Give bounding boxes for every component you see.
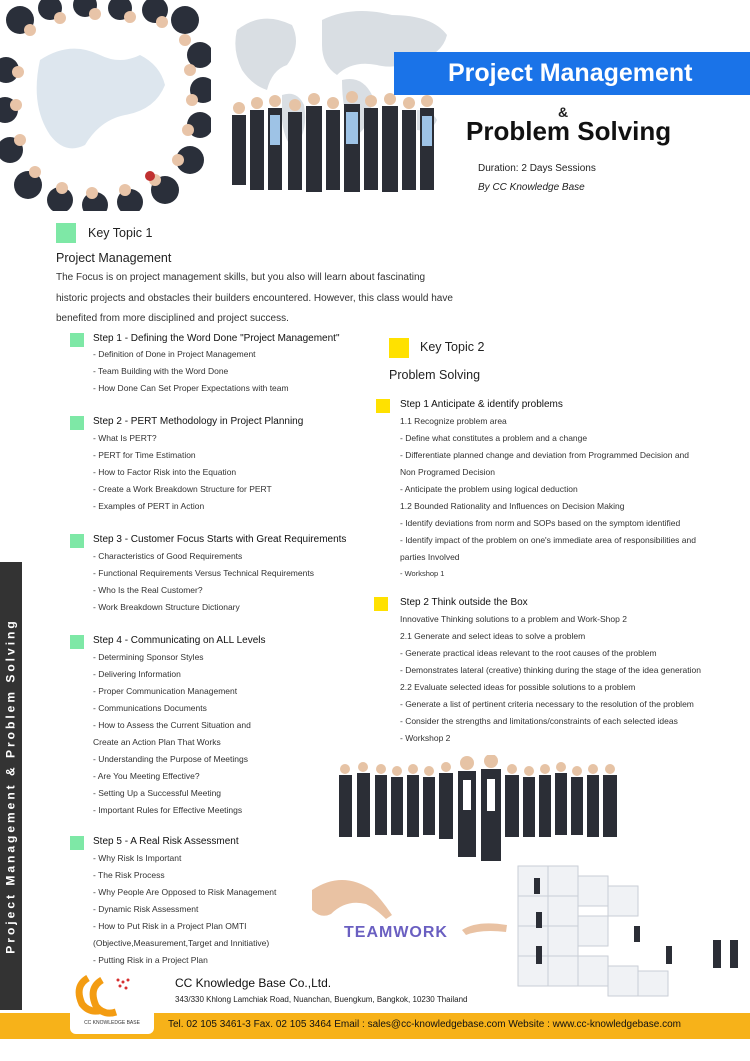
step-marker (374, 597, 388, 611)
topic1-heading: Project Management (56, 251, 172, 265)
teamwork-text: TEAMWORK (344, 924, 448, 941)
list-item: - Are You Meeting Effective? (93, 771, 200, 781)
step-marker (70, 416, 84, 430)
topic1-step5-title: Step 5 - A Real Risk Assessment (93, 836, 239, 847)
list-item: - Understanding the Purpose of Meetings (93, 754, 248, 764)
business-team-photo (333, 755, 628, 867)
list-item: - Team Building with the Word Done (93, 366, 229, 376)
intro-line: The Focus is on project management skills, but you also will learn about fascinating (56, 272, 426, 283)
hero-image-team-world-map (222, 0, 452, 200)
list-item: 1.1 Recognize problem area (400, 416, 507, 426)
list-item: - How to Put Risk in a Project Plan OMTI (93, 921, 247, 931)
list-item: - Dynamic Risk Assessment (93, 904, 199, 914)
duration-text: Duration: 2 Days Sessions (478, 163, 596, 174)
topic1-intro (56, 268, 476, 330)
contact-info: Tel. 02 105 3461-3 Fax. 02 105 3464 Email : sales@cc-knowledgebase.com Website : www.cc-knowledgebase.com (168, 1019, 682, 1030)
list-item: Innovative Thinking solutions to a problem and Work-Shop 2 (400, 614, 627, 624)
intro-line: benefited from more disciplined and project success. (56, 313, 289, 324)
puzzle-team-image (508, 856, 750, 1002)
step-marker (70, 534, 84, 548)
list-item: 2.2 Evaluate selected ideas for possible solutions to a problem (400, 682, 636, 692)
list-item: - Who Is the Real Customer? (93, 585, 203, 595)
title-ampersand: & (558, 104, 569, 120)
step-marker (70, 635, 84, 649)
topic1-step3-title: Step 3 - Customer Focus Starts with Great Requirements (93, 534, 347, 545)
list-item: - Determining Sponsor Styles (93, 652, 204, 662)
logo-text: CC KNOWLEDGE BASE (84, 1020, 140, 1026)
topic1-step3-items (93, 548, 314, 616)
topic1-label: Key Topic 1 (88, 226, 153, 240)
topic2-heading: Problem Solving (389, 368, 481, 382)
topic2-step2-items (400, 611, 701, 747)
list-item: - How to Factor Risk into the Equation (93, 467, 237, 477)
byline-text: By CC Knowledge Base (478, 182, 585, 193)
intro-line: historic projects and obstacles their builders encountered. However, this class would have (56, 292, 453, 304)
vertical-side-banner (0, 562, 22, 1010)
list-item: - Work Breakdown Structure Dictionary (93, 602, 240, 612)
list-item: - Differentiate planned change and deviation from Programmed Decision and (400, 450, 690, 460)
list-item: - PERT for Time Estimation (93, 450, 196, 460)
list-item: - Putting Risk in a Project Plan (93, 955, 208, 965)
topic1-step2-items (93, 430, 272, 515)
topic2-step1-title: Step 1 Anticipate & identify problems (400, 399, 563, 410)
topic1-step2-title: Step 2 - PERT Methodology in Project Planning (93, 416, 304, 427)
side-banner-text: Project Management & Problem Solving (4, 618, 19, 954)
list-item: - How to Assess the Current Situation and (93, 720, 251, 730)
topic2-label: Key Topic 2 (420, 340, 485, 354)
company-logo (70, 970, 154, 1034)
title-banner (394, 52, 750, 95)
list-item: - Definition of Done in Project Management (93, 349, 256, 359)
list-item: - How Done Can Set Proper Expectations with team (93, 383, 289, 393)
list-item: - Generate a list of pertinent criteria necessary to the resolution of the problem (400, 699, 694, 709)
list-item: - Workshop 1 (400, 569, 445, 578)
page-title-line2: Problem Solving (466, 116, 672, 146)
list-item: - Workshop 2 (400, 733, 451, 743)
hero-image-people-circle (0, 0, 211, 211)
list-item: - What Is PERT? (93, 433, 157, 443)
step-marker (376, 399, 390, 413)
page-title-line1: Project Management (448, 59, 693, 87)
list-item: - Characteristics of Good Requirements (93, 551, 243, 561)
list-item: - Identify impact of the problem on one's immediate area of responsibilities and (400, 535, 696, 545)
company-address: 343/330 Khlong Lamchiak Road, Nuanchan, Buengkum, Bangkok, 10230 Thailand (175, 995, 468, 1004)
list-item: (Objective,Measurement,Target and Innitiative) (93, 938, 270, 948)
list-item: parties Involved (400, 552, 460, 562)
list-item: - Functional Requirements Versus Technical Requirements (93, 568, 314, 578)
topic2-marker (389, 338, 409, 358)
list-item: - Setting Up a Successful Meeting (93, 788, 222, 798)
topic1-step1-items (93, 346, 289, 397)
teamwork-hands-image (312, 870, 507, 960)
list-item: - Delivering Information (93, 669, 181, 679)
step-marker (70, 333, 84, 347)
list-item: - Identify deviations from norm and SOPs based on the symptom identified (400, 518, 681, 528)
list-item: - Create a Work Breakdown Structure for PERT (93, 484, 272, 494)
topic2-step2-title: Step 2 Think outside the Box (400, 597, 528, 608)
list-item: - Communications Documents (93, 703, 207, 713)
topic1-step4-title: Step 4 - Communicating on ALL Levels (93, 635, 266, 646)
list-item: - Anticipate the problem using logical deduction (400, 484, 578, 494)
topic2-step1-items (400, 413, 696, 583)
company-name: CC Knowledge Base Co.,Ltd. (175, 976, 332, 990)
list-item: - Define what constitutes a problem and a change (400, 433, 588, 443)
list-item: - Proper Communication Management (93, 686, 238, 696)
topic1-marker (56, 223, 76, 243)
list-item: Non Programed Decision (400, 467, 495, 477)
step-marker (70, 836, 84, 850)
list-item: - Why Risk Is Important (93, 853, 182, 863)
list-item: - Generate practical ideas relevant to the root causes of the problem (400, 648, 657, 658)
topic1-step4-items (93, 649, 251, 819)
topic1-step5-items (93, 850, 276, 969)
list-item: Create an Action Plan That Works (93, 737, 221, 747)
list-item: - Why People Are Opposed to Risk Management (93, 887, 277, 897)
list-item: 1.2 Bounded Rationality and Influences on Decision Making (400, 501, 625, 511)
topic1-step1-title: Step 1 - Defining the Word Done "Project Management" (93, 333, 340, 344)
list-item: - Examples of PERT in Action (93, 501, 205, 511)
list-item: 2.1 Generate and select ideas to solve a problem (400, 631, 586, 641)
list-item: - Demonstrates lateral (creative) thinking during the stage of the idea generation (400, 665, 701, 675)
list-item: - Consider the strengths and limitations/constraints of each selected ideas (400, 716, 678, 726)
list-item: - The Risk Process (93, 870, 165, 880)
list-item: - Important Rules for Effective Meetings (93, 805, 243, 815)
